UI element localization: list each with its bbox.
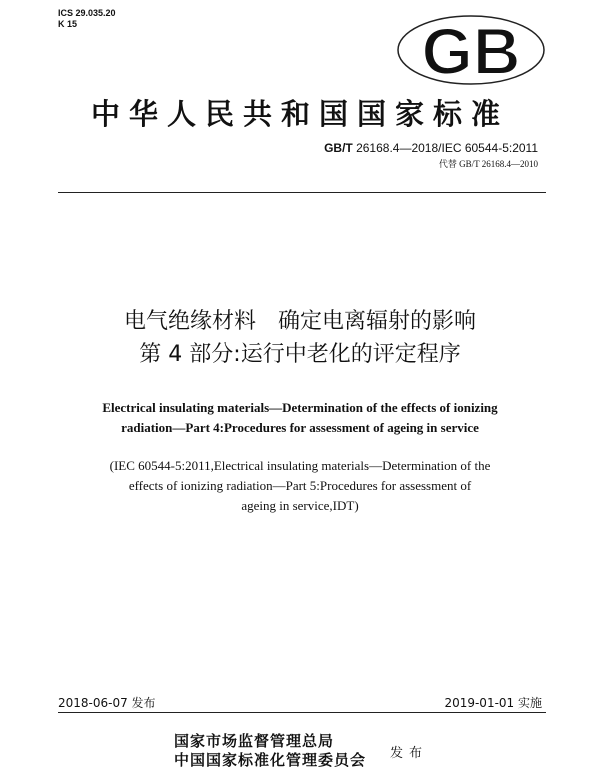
en-title-line-2: radiation—Part 4:Procedures for assessment of ageing in service (121, 420, 479, 435)
top-divider (58, 192, 546, 193)
en-title-line-1: Electrical insulating materials—Determination of the effects of ionizing (102, 400, 498, 415)
effective-date: 2019-01-01 实施 (444, 696, 542, 710)
standard-code-prefix: GB/T (324, 141, 353, 155)
cn-title-line-1: 电气绝缘材料 确定电离辐射的影响 (123, 309, 476, 334)
publish-date: 2018-06-07 发布 (58, 696, 156, 710)
page-title: 中华人民共和国国家标准 (90, 97, 509, 131)
iec-ref-line-2: effects of ionizing radiation—Part 5:Procedures for assessment of (128, 478, 472, 493)
issuer-line-2: 中国国家标准化管理委员会 (174, 751, 367, 769)
iec-ref-line-1: (IEC 60544-5:2011,Electrical insulating materials—Determination of the (109, 458, 491, 473)
cn-title-line-2: 第 4 部分:运行中老化的评定程序 (139, 342, 461, 367)
standard-code (324, 141, 538, 155)
logo-text: GB (421, 14, 521, 86)
ics-number: ICS 29.035.20 (58, 8, 116, 18)
standard-code-number: 26168.4—2018/IEC 60544-5:2011 (356, 141, 538, 155)
issuer-line-1: 国家市场监督管理总局 (174, 732, 335, 750)
gb-logo (396, 14, 546, 86)
iec-ref-line-3: ageing in service,IDT) (241, 498, 359, 513)
bottom-divider (58, 712, 546, 713)
issue-label: 发布 (390, 746, 429, 761)
category-code: K 15 (58, 19, 78, 29)
ics-code-block (58, 8, 116, 30)
replaces-note: 代替 GB/T 26168.4—2010 (438, 159, 538, 169)
issuer-block (174, 732, 366, 770)
